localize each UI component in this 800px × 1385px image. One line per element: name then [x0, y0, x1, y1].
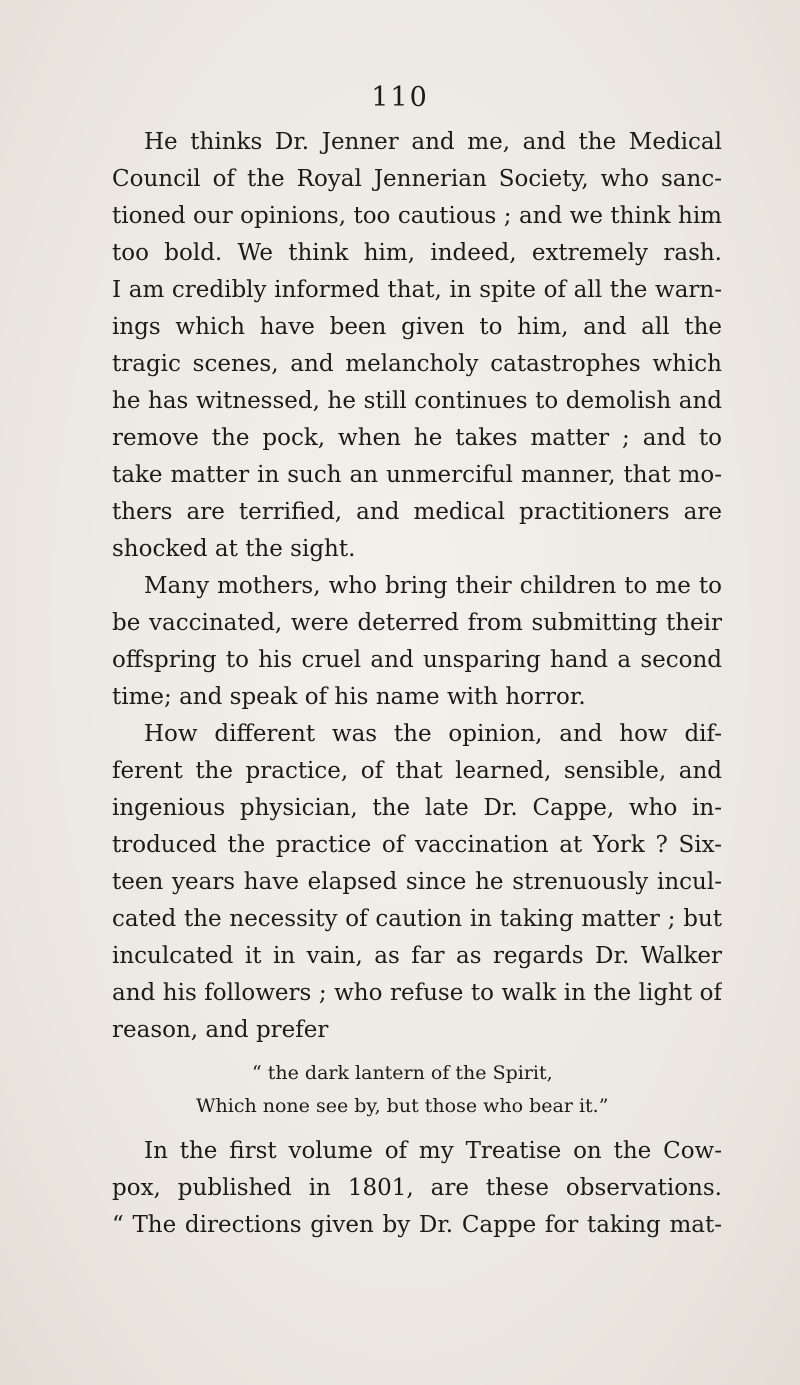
text-line: be vaccinated, were deterred from submitting their — [112, 610, 722, 636]
paragraph-1 — [112, 124, 722, 568]
text-line: reason, and prefer — [112, 1017, 329, 1043]
text-line: Many mothers, who bring their children to me to — [144, 573, 722, 599]
paragraph-2 — [112, 568, 722, 716]
text-line: take matter in such an unmerciful manner, that mo- — [112, 462, 722, 488]
text-line: troduced the practice of vaccination at York ? Six- — [112, 832, 722, 858]
text-line: shocked at the sight. — [112, 536, 356, 562]
quote-line: Which none see by, but those who bear it.” — [196, 1095, 609, 1117]
text-line: offspring to his cruel and unsparing hand a second — [112, 647, 722, 673]
text-line: time; and speak of his name with horror. — [112, 684, 586, 710]
paragraph-4 — [112, 1133, 722, 1244]
text-line: Council of the Royal Jennerian Society, who sanc- — [112, 166, 722, 192]
text-line: He thinks Dr. Jenner and me, and the Medical — [144, 129, 722, 155]
text-line: teen years have elapsed since he strenuously incul- — [112, 869, 722, 895]
text-line: and his followers ; who refuse to walk in the light of — [112, 980, 722, 1006]
text-line: How different was the opinion, and how dif- — [144, 721, 722, 747]
verse-quotation — [112, 1057, 722, 1123]
quote-line: “ the dark lantern of the Spirit, — [252, 1062, 553, 1084]
text-line: too bold. We think him, indeed, extremely rash. — [112, 240, 722, 266]
text-line: ingenious physician, the late Dr. Cappe, who in- — [112, 795, 722, 821]
text-line: ings which have been given to him, and all the — [112, 314, 722, 340]
text-line: In the first volume of my Treatise on the Cow- — [144, 1138, 722, 1164]
text-line: ferent the practice, of that learned, sensible, and — [112, 758, 722, 784]
text-line: thers are terrified, and medical practitioners are — [112, 499, 722, 525]
text-line: pox, published in 1801, are these observations. — [112, 1175, 722, 1201]
paragraph-3 — [112, 716, 722, 1049]
text-line: “ The directions given by Dr. Cappe for taking mat- — [112, 1212, 722, 1238]
text-line: remove the pock, when he takes matter ; and to — [112, 425, 722, 451]
text-line: tragic scenes, and melancholy catastrophes which — [112, 351, 722, 377]
page-number: 110 — [371, 82, 429, 113]
text-line: inculcated it in vain, as far as regards Dr. Walker — [112, 943, 722, 969]
text-line: tioned our opinions, too cautious ; and we think him — [112, 203, 722, 229]
text-line: I am credibly informed that, in spite of all the warn- — [112, 277, 722, 303]
text-line: he has witnessed, he still continues to demolish and — [112, 388, 722, 414]
text-line: cated the necessity of caution in taking matter ; but — [112, 906, 722, 932]
body-text — [112, 124, 722, 1244]
